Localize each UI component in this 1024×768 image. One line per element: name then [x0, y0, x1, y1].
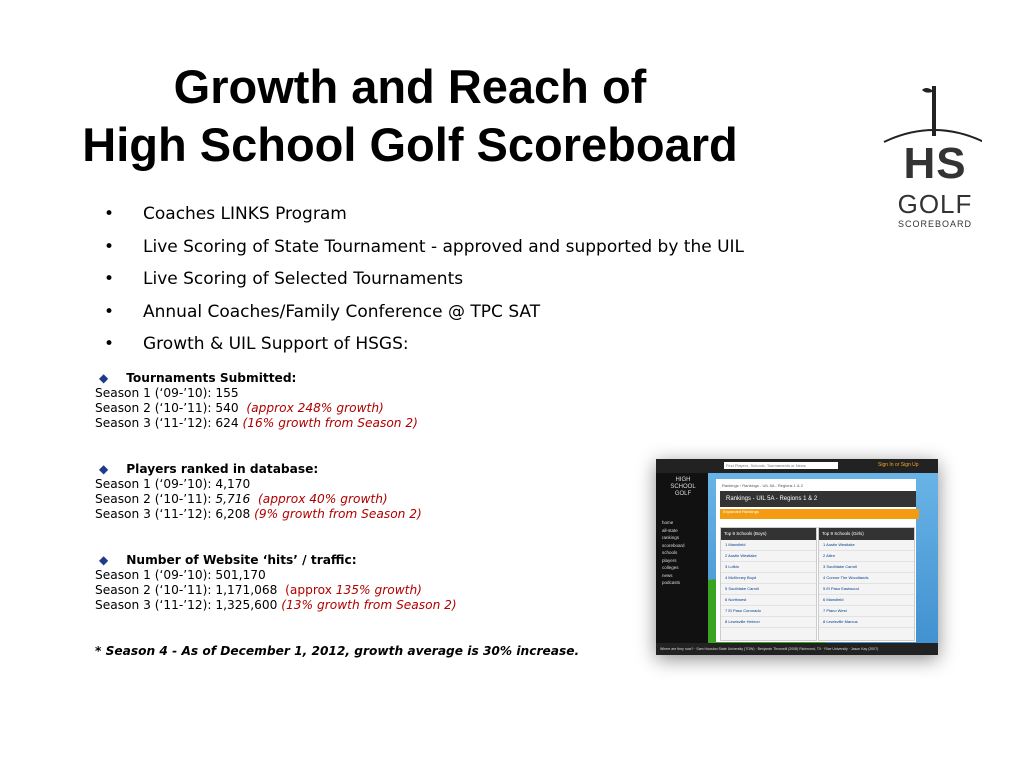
season-3-row: Season 3 (‘11-’12): 1,325,600 (13% growth from Season 2)	[95, 598, 457, 612]
bullet-icon: •	[104, 301, 115, 322]
season-1-row: Season 1 (‘09-’10): 155	[95, 386, 239, 400]
growth-note: 135% growth)	[335, 583, 422, 597]
site-logo: HIGH SCHOOL GOLF	[670, 477, 696, 497]
site-page-title: Rankings - UIL 5A - Regions 1 & 2	[720, 491, 916, 507]
list-item: 8 Lewisville Marcus	[819, 617, 914, 628]
growth-note: (16% growth from Season 2)	[242, 416, 418, 430]
site-nav-item: news	[662, 572, 673, 578]
list-item: 3 Southlake Carroll	[819, 562, 914, 573]
bullet-icon: •	[104, 334, 115, 354]
site-orange-bar: Expanded Rankings	[720, 509, 919, 519]
season-2-row: Season 2 (‘10-’11): 5,716 (approx 40% growth)	[95, 492, 388, 506]
players-heading: Players ranked in database:	[126, 462, 319, 476]
list-item: 1 Mansfield	[721, 540, 816, 551]
site-sidebar	[656, 473, 708, 643]
bullet-icon: •	[104, 204, 115, 224]
logo-golf: GOLF	[897, 189, 973, 219]
site-nav	[662, 519, 685, 587]
list-item: 5 El Paso Eastwood	[819, 584, 914, 595]
site-search-input: Find Players, Schools, Tournaments or News	[724, 462, 838, 469]
season-2-row: Season 2 (‘10-’11): 1,171,068 (approx 135% growth)	[95, 583, 422, 597]
website-screenshot	[656, 459, 938, 655]
bullet-item: • Growth & UIL Support of HSGS:	[104, 330, 744, 363]
bullet-list	[104, 200, 744, 363]
girls-column: Top 9 Schools (Girls) 1 Austin Westlake 2 Allen 3 Southlake Carroll 4 Conroe The Woodlands 5 El Paso Eastwood 6 Mansfield 7 Plano West 8 Lewisville Marcus	[818, 527, 915, 641]
tournaments-heading: Tournaments Submitted:	[126, 371, 297, 385]
site-nav-item: scoreboard	[662, 542, 685, 548]
bullet-item: • Live Scoring of Selected Tournaments	[104, 265, 744, 298]
site-nav-item: rankings	[662, 535, 680, 540]
list-item: 6 Northwest	[721, 595, 816, 606]
site-nav-item: schools	[662, 550, 678, 555]
growth-note: (9% growth from Season 2)	[254, 507, 422, 521]
bullet-icon: •	[104, 269, 115, 289]
logo-hs: HS	[903, 139, 967, 188]
traffic-block	[95, 553, 457, 613]
list-item: 7 El Paso Coronado	[721, 606, 816, 617]
list-item: 4 McKinney Boyd	[721, 573, 816, 584]
site-rankings-panel	[716, 479, 916, 642]
growth-note: (approx 248% growth)	[246, 401, 384, 415]
site-breadcrumb: Rankings › Rankings - UIL 5A - Regions 1 & 2	[722, 483, 804, 488]
season-3-row: Season 3 (‘11-’12): 624 (16% growth from Season 2)	[95, 416, 418, 430]
growth-note: (13% growth from Season 2)	[281, 598, 457, 612]
diamond-icon: ◆	[99, 371, 109, 385]
season-1-row: Season 1 (‘09-’10): 501,170	[95, 568, 266, 582]
growth-note: (approx 40% growth)	[258, 492, 388, 506]
list-item: 3 Lufkin	[721, 562, 816, 573]
site-nav-item: all-state	[662, 527, 678, 533]
list-item: 4 Conroe The Woodlands	[819, 573, 914, 584]
players-block	[95, 462, 422, 522]
season-4-footnote: * Season 4 - As of December 1, 2012, growth average is 30% increase.	[95, 644, 580, 658]
site-sign-in: Sign In or Sign Up	[878, 462, 919, 468]
bullet-item: • Annual Coaches/Family Conference @ TPC SAT	[104, 298, 744, 331]
title-line-1: Growth and Reach of	[173, 60, 647, 113]
list-item: 6 Mansfield	[819, 595, 914, 606]
diamond-icon: ◆	[99, 553, 109, 567]
slide-title	[0, 58, 820, 174]
bullet-item: • Coaches LINKS Program	[104, 200, 744, 233]
site-nav-item: home	[662, 520, 674, 525]
season-3-row: Season 3 (‘11-’12): 6,208 (9% growth from Season 2)	[95, 507, 422, 521]
list-item: 2 Austin Westlake	[721, 551, 816, 562]
list-item: 2 Allen	[819, 551, 914, 562]
logo-scoreboard: SCOREBOARD	[897, 219, 972, 229]
season-2-row: Season 2 (‘10-’11): 540 (approx 248% growth)	[95, 401, 384, 415]
hs-golf-logo	[878, 80, 978, 240]
list-item: 5 Southlake Carroll	[721, 584, 816, 595]
site-bottom-ticker: Where are they now? · Sam Houston State University (TGW) · Benjamin Thronwill (2008) Richmond, TX · Rice University · Jason Kay (2007)	[656, 643, 938, 655]
site-nav-item: podcasts	[662, 580, 681, 585]
tournaments-block	[95, 371, 418, 431]
list-item: 1 Austin Westlake	[819, 540, 914, 551]
list-item: 8 Lewisville Hebron	[721, 617, 816, 628]
bullet-item: • Live Scoring of State Tournament - approved and supported by the UIL	[104, 233, 744, 266]
list-item: 7 Plano West	[819, 606, 914, 617]
traffic-heading: Number of Website ‘hits’ / traffic:	[126, 553, 357, 567]
boys-column: Top 9 Schools (Boys) 1 Mansfield 2 Austin Westlake 3 Lufkin 4 McKinney Boyd 5 Southlake Carroll 6 Northwest 7 El Paso Coronado 8 Lewisville Hebron	[720, 527, 817, 641]
site-nav-item: players	[662, 557, 677, 563]
title-line-2: High School Golf Scoreboard	[82, 118, 738, 171]
bullet-icon: •	[104, 236, 115, 257]
diamond-icon: ◆	[99, 462, 109, 476]
season-1-row: Season 1 (‘09-’10): 4,170	[95, 477, 251, 491]
site-nav-item: colleges	[662, 565, 679, 570]
